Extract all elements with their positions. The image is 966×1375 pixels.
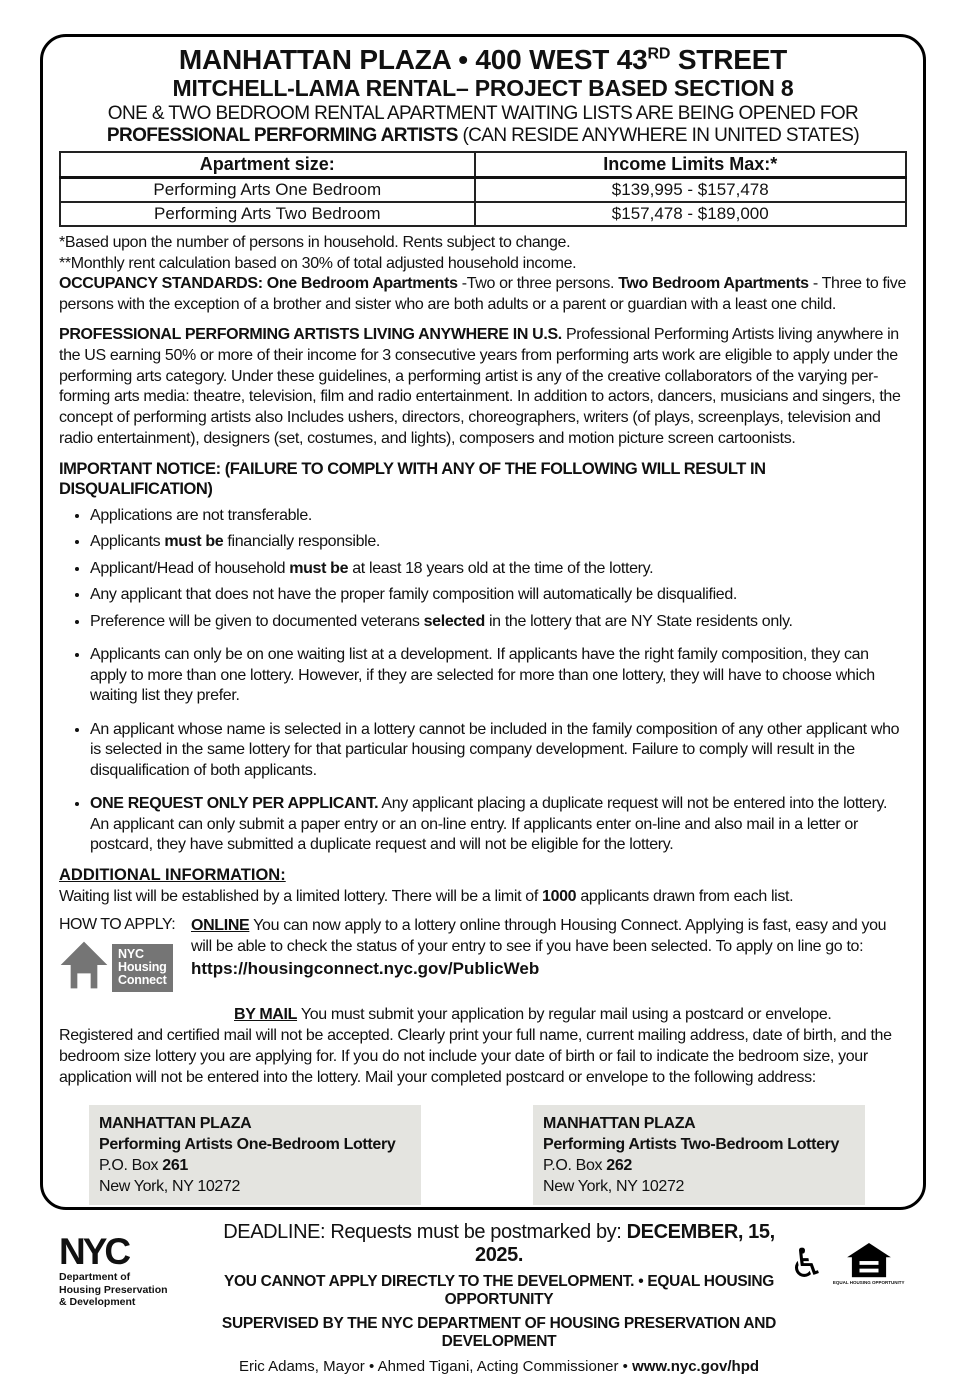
text-segment: -Two or three persons. — [461, 275, 619, 293]
text-segment: at least 18 years old at the time of the lottery. — [348, 559, 654, 577]
title-tail: STREET — [670, 44, 788, 75]
cell-apartment: Performing Arts Two Bedroom — [60, 202, 475, 226]
text-segment: DEADLINE: Requests must be postmarked by: — [223, 1220, 627, 1243]
address-box-two-bedroom — [533, 1105, 865, 1205]
text-segment: P.O. Box — [99, 1156, 163, 1174]
footer-officials-line — [209, 1358, 789, 1375]
page-title — [59, 45, 907, 76]
address-line — [99, 1113, 411, 1134]
text-segment: New York, NY 10272 — [99, 1177, 241, 1195]
address-line — [543, 1134, 855, 1155]
housing-connect-logo — [59, 940, 191, 995]
title-ordinal-sup: RD — [647, 45, 671, 63]
text-segment: P.O. Box — [543, 1156, 607, 1174]
notice-bullet — [90, 794, 907, 855]
text-segment: Two Bedroom Apartments — [618, 275, 809, 293]
text-segment: Performing Artists One-Bedroom Lottery — [99, 1135, 396, 1153]
text-segment: Waiting list will be established by a limited lottery. There will be a limit of — [59, 887, 543, 905]
deadline-line — [209, 1221, 789, 1267]
housing-connect-line1: NYC — [118, 947, 144, 962]
additional-info-text — [59, 887, 907, 908]
apply-online-text — [191, 916, 907, 958]
col-header-income-limits: Income Limits Max:* — [475, 152, 906, 178]
flyer-header — [59, 45, 907, 147]
text-segment: An applicant whose name is selected in a lottery cannot be included in the family composition of any other applicant who is selected in the same lottery for that particular housing company development. Failure to comply will result in the disqualification of both applicants. — [90, 720, 900, 779]
address-line — [543, 1113, 855, 1134]
page-subtitle: MITCHELL-LAMA RENTAL– PROJECT BASED SECTION 8 — [172, 74, 794, 101]
text-segment: in the lottery that are NY State residents only. — [484, 612, 793, 630]
table-row — [60, 202, 906, 226]
text-segment: OCCUPANCY STANDARDS: One Bedroom Apartments — [59, 275, 462, 293]
important-notice-list — [59, 506, 907, 856]
housing-connect-wordmark — [112, 944, 173, 991]
occupancy-standards — [59, 274, 907, 316]
address-line — [99, 1155, 411, 1176]
text-segment: BY MAIL — [234, 1006, 298, 1024]
important-notice-heading: IMPORTANT NOTICE: (FAILURE TO COMPLY WITH ANY OF THE FOLLOWING WILL RESULT IN DISQUALIFICATION) — [59, 459, 766, 499]
notice-bullet — [90, 612, 907, 632]
footnote-rent: **Monthly rent calculation based on 30% of total adjusted household income. — [59, 254, 577, 272]
text-segment: Applicant/Head of household — [90, 559, 290, 577]
address-line — [99, 1176, 411, 1197]
how-to-apply-section — [59, 915, 907, 995]
income-limits-table — [59, 151, 907, 227]
footer-supervised-line: SUPERVISED BY THE NYC DEPARTMENT OF HOUSING PRESERVATION AND DEVELOPMENT — [221, 1314, 777, 1350]
text-segment: Any applicant placing a duplicate request will not be entered into the lottery. An applicant can only submit a paper entry or an on-line entry. If applicants enter on-line and also mail in a letter or postcard, they have submitted a duplicate request and will not be eligible for the lottery. — [90, 795, 888, 854]
title-main: MANHATTAN PLAZA • 400 WEST 43 — [178, 44, 648, 75]
cell-income: $139,995 - $157,478 — [475, 177, 906, 202]
notice-bullet — [90, 645, 907, 706]
flyer-border — [40, 34, 926, 1375]
text-segment: New York, NY 10272 — [543, 1177, 685, 1195]
address-line — [543, 1176, 855, 1197]
notice-bullet — [90, 720, 907, 781]
text-segment: DECEMBER, 15, 2025. — [474, 1220, 775, 1266]
text-segment: Applicants — [90, 533, 165, 551]
flyer-footer — [59, 1219, 907, 1375]
address-line — [543, 1155, 855, 1176]
text-segment: 262 — [606, 1156, 632, 1174]
mailing-addresses — [89, 1105, 907, 1205]
text-segment: You must submit your application by regular mail using a postcard or envelope. Registered and certified mail will not be accepted. Clearly print your full name, current mailing address, date of birth, and the bedroom size lottery you are applying for. If you do not include your date of birth or fail to indicate the bedroom size, your application will not be entered into the lottery. Mail your completed postcard or envelope to the following address: — [59, 1006, 892, 1086]
housing-connect-url: https://housingconnect.nyc.gov/PublicWeb — [191, 958, 540, 978]
text-segment: - Three to five persons with the exception of a brother and sister who are both adults or a parent or guardian with a least one child. — [59, 275, 906, 314]
notice-bullet — [90, 559, 907, 579]
text-segment: (CAN RESIDE ANYWHERE IN UNITED STATES) — [457, 124, 860, 146]
hpd-logo — [59, 1219, 209, 1309]
text-segment: Any applicant that does not have the proper family composition will automatically be disqualified. — [90, 586, 737, 604]
housing-connect-line3: Connect — [118, 973, 167, 988]
text-segment: applicants drawn from each list. — [576, 887, 794, 905]
housing-connect-arrow-icon — [59, 940, 109, 995]
accessibility-icon: ♿ — [789, 1241, 825, 1288]
text-segment: selected — [423, 612, 485, 630]
notice-bullet — [90, 506, 907, 526]
address-line — [99, 1134, 411, 1155]
header-eligibility-line — [59, 125, 907, 147]
footer-icons — [789, 1219, 907, 1286]
text-segment: 261 — [162, 1156, 188, 1174]
text-segment: ONLINE — [191, 917, 250, 935]
by-mail-paragraph — [59, 1005, 907, 1088]
text-segment: Professional Performing Artists living anywhere in the US earning 50% or more of their income for 3 consecutive years from performing arts work are eligible to apply under the performing arts category. Under these guidelines, a performing artist is any of the creative collaborators of the varying per-forming arts media: theatre, television, film and radio entertainment. In addition to actors, dancers, musicians and singers, the concept of performing artists also Includes ushers, directors, choreographers, writers (of plays, screenplays, television and radio entertainment), designers (set, costumes, and lights), composers and motion picture screen cartoonists. — [59, 325, 901, 447]
hpd-dept-line1: Department of — [59, 1271, 131, 1284]
text-segment: must be — [289, 559, 349, 577]
text-segment: Preference will be given to documented veterans — [90, 612, 424, 630]
equal-housing-icon — [833, 1243, 905, 1286]
text-segment: ONE REQUEST ONLY PER APPLICANT. — [90, 795, 379, 813]
nyc-logo: NYC — [59, 1230, 129, 1272]
how-to-apply-left — [59, 915, 191, 995]
housing-connect-line2: Housing — [118, 960, 167, 975]
cell-income: $157,478 - $189,000 — [475, 202, 906, 226]
footer-center — [209, 1219, 789, 1375]
text-segment: Applicants can only be on one waiting list at a development. If applicants have the right family composition, they can apply to more than one lottery. However, if they are selected for more than one lottery, they will have to choose which waiting list they prefer. — [90, 646, 875, 705]
table-header-row — [60, 152, 906, 178]
text-segment: Performing Artists Two-Bedroom Lottery — [543, 1135, 840, 1153]
table-row — [60, 177, 906, 202]
text-segment: MANHATTAN PLAZA — [99, 1114, 252, 1132]
header-announcement-line: ONE & TWO BEDROOM RENTAL APARTMENT WAITING LISTS ARE BEING OPENED FOR — [107, 103, 859, 125]
text-segment: Eric Adams, Mayor • Ahmed Tigani, Acting Commissioner • — [238, 1357, 633, 1375]
text-segment: You can now apply to a lottery online through Housing Connect. Applying is fast, easy and you will be able to check the status of your entry to see if you have been selected. To apply on line go to: — [191, 917, 887, 956]
text-segment: must be — [164, 533, 224, 551]
how-to-apply-right — [191, 915, 907, 995]
text-segment: Applications are not transferable. — [90, 507, 313, 524]
text-segment: financially responsible. — [223, 533, 381, 551]
text-segment: 1000 — [542, 887, 577, 905]
text-segment: MANHATTAN PLAZA — [543, 1114, 696, 1132]
footer-notice-line: YOU CANNOT APPLY DIRECTLY TO THE DEVELOPMENT. • EQUAL HOUSING OPPORTUNITY — [223, 1272, 775, 1308]
footnote-persons: *Based upon the number of persons in household. Rents subject to change. — [59, 233, 571, 251]
address-box-one-bedroom — [89, 1105, 421, 1205]
how-to-apply-label: HOW TO APPLY: — [59, 916, 176, 934]
text-segment: www.nyc.gov/hpd — [632, 1357, 760, 1375]
hpd-dept-line2: Housing Preservation — [59, 1283, 168, 1296]
hpd-dept-line3: & Development — [59, 1296, 136, 1309]
notice-bullet — [90, 532, 907, 552]
performing-artists-paragraph — [59, 325, 907, 450]
text-segment: PROFESSIONAL PERFORMING ARTISTS — [106, 124, 458, 146]
additional-info-heading: ADDITIONAL INFORMATION: — [59, 865, 286, 884]
hpd-dept-text — [59, 1271, 209, 1309]
cell-apartment: Performing Arts One Bedroom — [60, 177, 475, 202]
notice-bullet — [90, 585, 907, 605]
equal-housing-label: EQUAL HOUSING OPPORTUNITY — [832, 1279, 905, 1285]
text-segment: PROFESSIONAL PERFORMING ARTISTS LIVING ANYWHERE IN U.S. — [59, 325, 562, 343]
col-header-apartment-size: Apartment size: — [60, 152, 475, 178]
